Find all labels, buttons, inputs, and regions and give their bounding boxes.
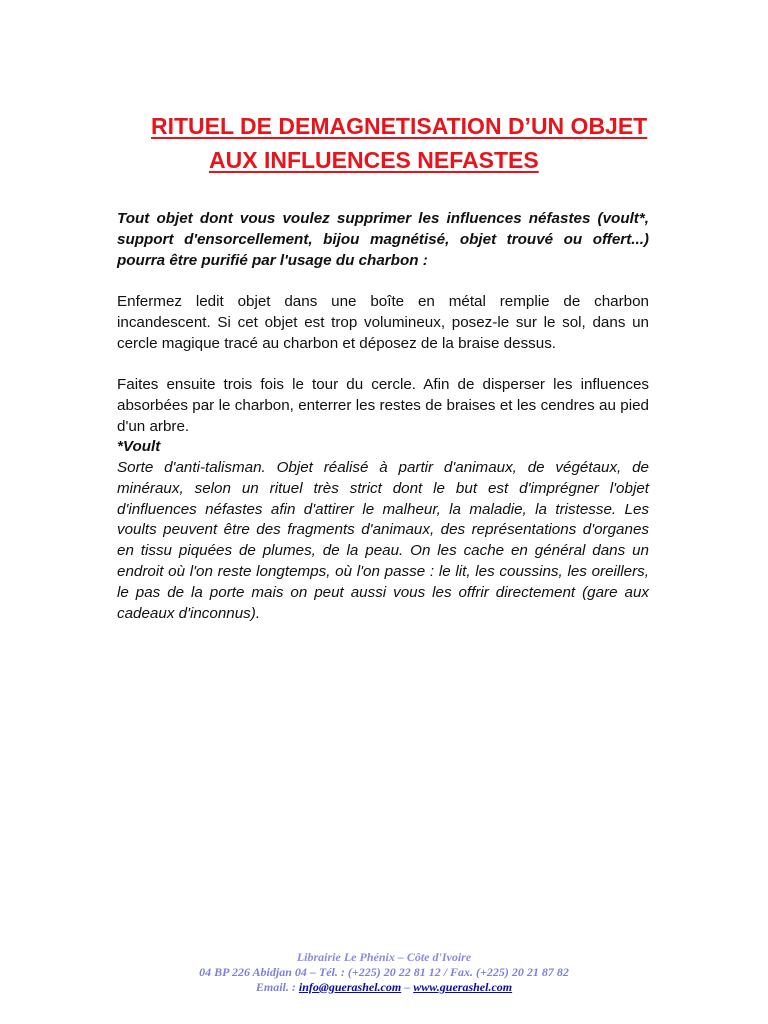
footer-separator: – [401, 980, 414, 994]
footer-contact [0, 980, 768, 995]
intro-paragraph: Tout objet dont vous voulez supprimer les influences néfastes (voult*, support d'ensorcellement, bijou magnétisé, objet trouvé ou offert...) pourra être purifié par l'usage du charbon : [117, 210, 649, 269]
voult-definition: Sorte d'anti-talisman. Objet réalisé à partir d'animaux, de végétaux, de minéraux, selon un rituel très strict dont le but est d'imprégner l'objet d'influences néfastes afin d'attirer le malheur, la maladie, la tristesse. Les voults peuvent être des fragments d'animaux, des représentations d'organes en tissu piquées de plumes, de la peau. On les cache en général dans un endroit où l'on reste longtemps, où l'on passe : le lit, les coussins, les oreillers, le pas de la porte mais on peut aussi vous les offrir directement (gare aux cadeaux d'inconnus). [117, 459, 649, 622]
page-title-line-1: RITUEL DE DEMAGNETISATION D’UN OBJET [151, 113, 648, 139]
footer-address: 04 BP 226 Abidjan 04 – Tél. : (+225) 20 22 81 12 / Fax. (+225) 20 21 87 82 [199, 965, 569, 979]
instruction-paragraph-1: Enfermez ledit objet dans une boîte en métal remplie de charbon incandescent. Si cet objet est trop volumineux, posez-le sur le sol, dans un cercle magique tracé au charbon et déposez de la braise dessus. [117, 293, 649, 352]
voult-heading: *Voult [117, 438, 161, 455]
footer-publisher: Librairie Le Phénix – Côte d'Ivoire [296, 950, 472, 964]
footer-email-label: Email. : [255, 980, 299, 994]
footer-email-link[interactable]: info@guerashel.com [298, 980, 402, 994]
page-title-line-2: AUX INFLUENCES NEFASTES [209, 147, 539, 173]
footer-website-link[interactable]: www.guerashel.com [413, 980, 513, 994]
instruction-paragraph-2: Faites ensuite trois fois le tour du cercle. Afin de disperser les influences absorbées par le charbon, enterrer les restes de braises et les cendres au pied d'un arbre. [117, 376, 649, 435]
